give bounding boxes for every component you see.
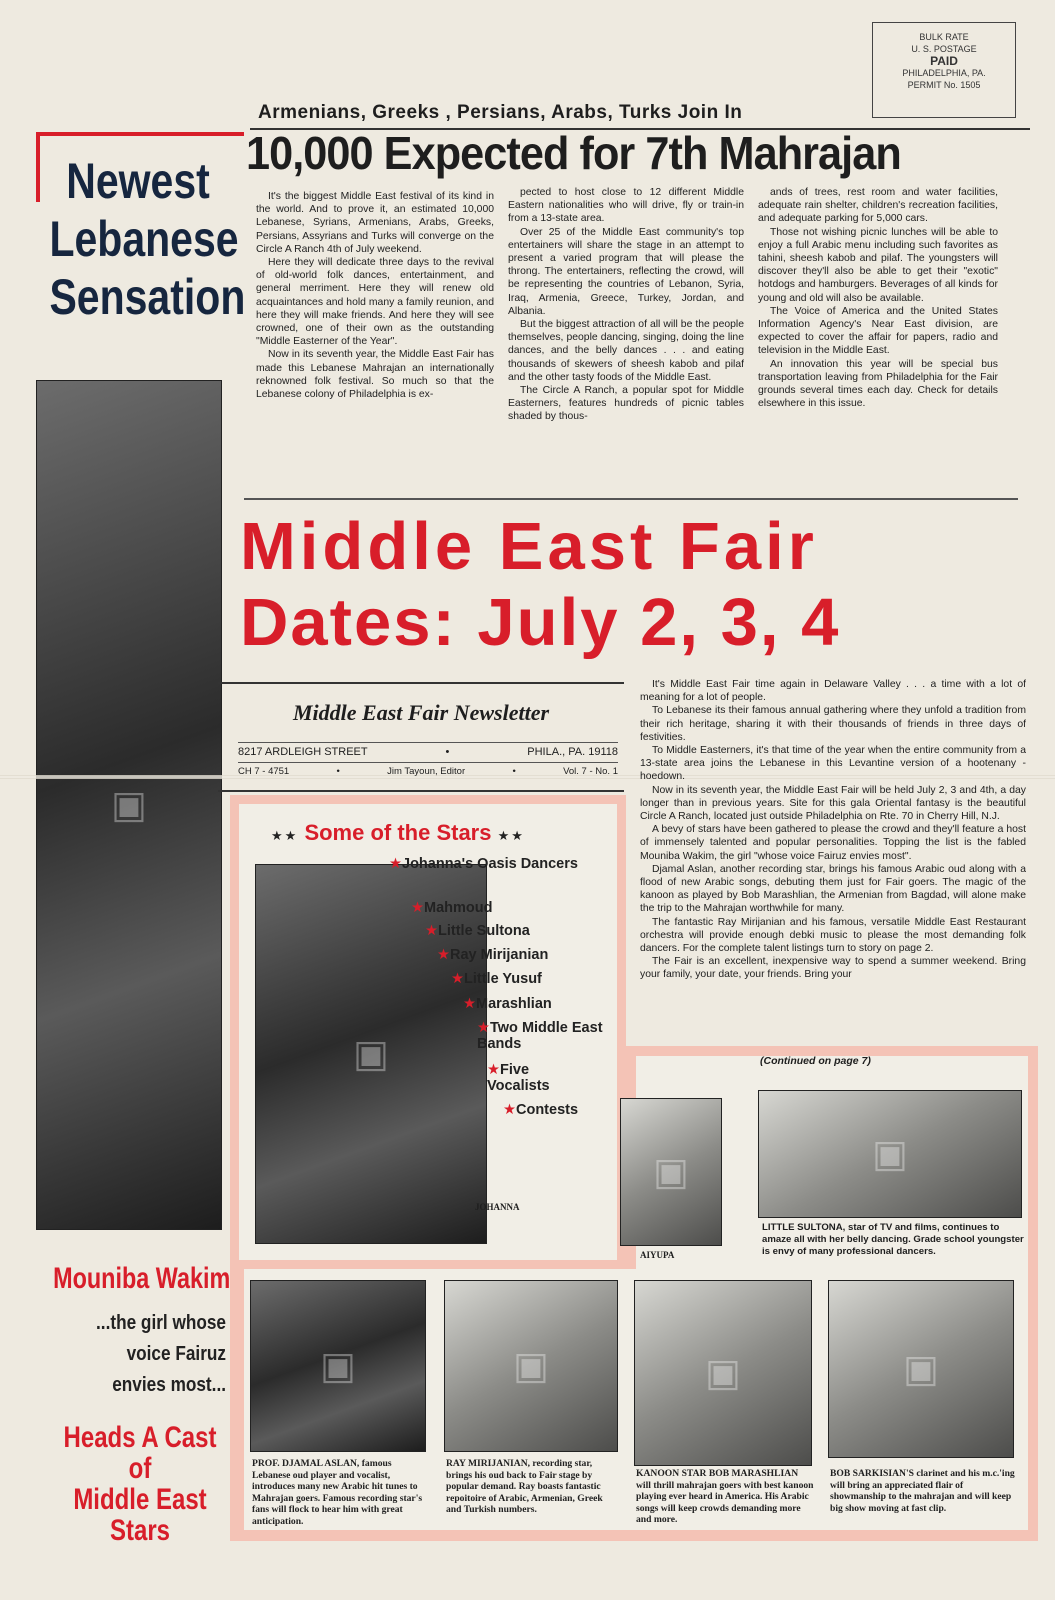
article-paragraph: It's Middle East Fair time again in Delaware Valley . . . a time with a lot of meaning for a lot of people.	[640, 679, 1026, 704]
star-list-label: Mahmoud	[424, 900, 493, 916]
sidebar-headline	[49, 152, 246, 326]
stars-title	[271, 820, 525, 846]
red-bracket-horizontal	[36, 132, 244, 136]
article-paragraph: Djamal Aslan, another recording star, brings his famous Arabic oud along with a flood of new Arabic songs, debuting them just for Fair goers. The magic of the kanoon as played by Bob Marashlian, the Armenian from Bagdad, will alone make the trip to the Mahrajan worthwhile for many.	[640, 863, 1026, 915]
stars-box	[230, 795, 626, 1269]
banner-line-2: Dates: July 2, 3, 4	[240, 585, 841, 660]
article-paragraph: A bevy of stars have been gathered to please the crowd and they'll feature a host of immensely talented and popular personalities. Topping the list is the fabled Mouniba Wakim, the girl "whose voice Fairuz envies most".	[640, 824, 1026, 862]
article-paragraph: Now in its seventh year, the Middle East Fair has made this Lebanese Mahrajan an internationally reknowned folk festival. So much so that the Lebanese colony of Philadelphia is ex-	[256, 349, 494, 401]
mouniba-wakim-name: Mouniba Wakim	[53, 1262, 231, 1295]
djamal-aslan-caption: PROF. DJAMAL ASLAN, famous Lebanese oud player and vocalist, introduces many new Arabic hit tunes to Mahrajan goers. Famous recording star's fans will flock to hear him with great anticipation.	[252, 1458, 423, 1527]
star-list-label: Little Yusuf	[464, 971, 542, 987]
star-icon: ★	[425, 923, 438, 939]
star-list-label: Little Sultona	[438, 923, 530, 939]
article-paragraph: Those not wishing picnic lunches will be able to enjoy a full Arabic menu including such favorites as tahini, sheesh kabob and pilaf. The youngsters will discover they'll also be able to get their "exotic" hotdogs and hamburgers. Beverages of all kinds for young and old will also be available.	[758, 226, 998, 304]
photo-icon: ▣	[653, 1151, 689, 1194]
bob-marashlian-photo	[634, 1280, 812, 1466]
pink-panel-bottom	[230, 1530, 1038, 1541]
star-list-label: Ray Mirijanian	[450, 947, 549, 963]
johanna-caption: JOHANNA	[475, 1202, 520, 1212]
star-icon: ★	[451, 971, 464, 987]
masthead-info	[238, 762, 618, 777]
article-paragraph: Now in its seventh year, the Middle East Fair will be held July 2, 3 and 4th, a day longer than in previous years. Site for this gala Oriental fantasy is the beautiful Circle A Ranch, located just outside Philadelphia on Rte. 70 in Cherry Hill, N.J.	[640, 784, 1026, 823]
aiyupa-caption: AIYUPA	[640, 1250, 675, 1260]
photo-icon: ▣	[111, 784, 147, 827]
newsletter-masthead	[218, 682, 624, 792]
stars-title-text: Some of the Stars	[304, 820, 492, 845]
permit-line: U. S. POSTAGE	[911, 44, 977, 54]
heads-line: of	[128, 1452, 152, 1485]
star-list-item	[389, 856, 589, 872]
photo-icon: ▣	[353, 1033, 389, 1076]
star-list-item	[425, 923, 530, 939]
stars-title-dots: ★★	[271, 828, 299, 843]
star-list-label: Two Middle East Bands	[477, 1020, 603, 1052]
article-paragraph: It's the biggest Middle East festival of its kind in the world. And to prove it, an estimated 10,000 Lebanese, Syrians, Armenians, Arabs, Greeks, Persians, Assyrians and Turks will converge on the Circle A Ranch 4th of July weekend.	[256, 191, 494, 255]
tagline-line: envies most...	[112, 1374, 226, 1396]
article-paragraph: Over 25 of the Middle East community's top entertainers will share the stage in an attempt to present a varied program that will please the throng. The entertainers, reflecting the crowd, will be representing the countries of Lebanon, Syria, Iraq, Armenia, Greece, Turkey, Jordan, and Albania.	[508, 226, 744, 317]
article-paragraph: Here they will dedicate three days to the revival of old-world folk dances, entertainment, and general merriment. Here they will renew old acquaintances and hold many a family reunion, and here they will make friends. And here they will see crowned, one of their own as the outstanding "Middle Easterner of the Year".	[256, 257, 494, 348]
section-divider	[244, 498, 1018, 500]
ray-mirijanian-caption: RAY MIRIJANIAN, recording star, brings his oud back to Fair stage by popular demand. Ray boasts fantastic repoitoire of Arabic, Armenian, Greek and Turkish numbers.	[446, 1458, 603, 1516]
article-paragraph: To Middle Easterners, it's that time of the year when the entire community from a 13-state area joins the Lebanese in this Levantine version of a hootenany - hoedown.	[640, 745, 1026, 783]
article-paragraph: The Voice of America and the United States Information Agency's Near East division, are expected to cover the affair for papers, radio and television in the Middle East.	[758, 305, 998, 357]
bob-marashlian-caption: KANOON STAR BOB MARASHLIAN will thrill mahrajan goers with best kanoon playing ever heard in America. His Arabic songs will keep crowds demanding more and more.	[636, 1468, 814, 1526]
permit-paid: PAID	[930, 54, 958, 68]
masthead-bullet: •	[445, 746, 450, 758]
article-paragraph: pected to host close to 12 different Middle Eastern nationalities who will drive, fly or train-in from a 13-state area.	[508, 187, 744, 225]
masthead-address	[238, 742, 618, 758]
star-list-label: Five Vocalists	[487, 1062, 550, 1094]
bob-sarkisian-photo	[828, 1280, 1014, 1458]
little-sultona-photo	[758, 1090, 1022, 1218]
fair-article	[640, 678, 1026, 1052]
article-paragraph: To Lebanese its their famous annual gathering where they unfold a tradition from their rich heritage, sharing it with their thousands of friends in three days of festivities.	[640, 705, 1026, 743]
masthead-editor: Jim Tayoun, Editor	[387, 766, 466, 777]
red-bracket-vertical	[36, 132, 40, 202]
star-list-item	[463, 996, 552, 1012]
photo-icon: ▣	[872, 1133, 908, 1176]
star-icon: ★	[411, 900, 424, 916]
article-paragraph: An innovation this year will be special bus transportation leaving from Philadelphia for the Fair grounds several times each day. Check for details elsewhere in this issue.	[758, 358, 998, 410]
article-paragraph: ands of trees, rest room and water facilities, adequate rain shelter, children's recreation facilities, and adequate parking for 5,000 cars.	[758, 187, 998, 225]
masthead-volume: Vol. 7 - No. 1	[563, 766, 618, 777]
article-paragraph: But the biggest attraction of all will be the people themselves, people dancing, singing, doing the line dances, and the belly dances . . . and eating thousands of skewers of sheesh kabob and pilaf and the other tasty foods of the Middle East.	[508, 319, 744, 383]
article-paragraph: The fantastic Ray Mirijanian and his famous, versatile Middle East Restaurant orchestra will provide enough debki music to please the most demanding folk dancers. For the complete talent listings turn to story on page 2.	[640, 916, 1026, 955]
star-list-label: Marashlian	[476, 996, 552, 1012]
heads-line: Stars	[109, 1514, 171, 1547]
star-list-label: Johanna's Oasis Dancers	[402, 856, 578, 872]
permit-line: PERMIT No. 1505	[907, 80, 981, 90]
stars-title-dots: ★★	[497, 828, 525, 843]
heads-a-cast-text	[60, 1422, 220, 1546]
heads-line: Middle East	[73, 1483, 207, 1516]
mouniba-tagline	[66, 1308, 226, 1401]
little-sultona-caption: LITTLE SULTONA, star of TV and films, continues to amaze all with her belly dancing. Grade school youngster is envy of many professional dancers.	[762, 1222, 1024, 1257]
sidebar-headline-line: Sensation	[49, 269, 246, 325]
photo-icon: ▣	[320, 1345, 356, 1388]
main-headline: 10,000 Expected for 7th Mahrajan	[246, 127, 901, 179]
photo-icon: ▣	[513, 1345, 549, 1388]
star-list-item	[477, 1020, 605, 1052]
masthead-bullet: •	[512, 766, 516, 777]
star-icon: ★	[389, 856, 402, 872]
tagline-line: ...the girl whose	[96, 1312, 226, 1334]
djamal-aslan-photo	[250, 1280, 426, 1452]
sidebar-headline-line: Newest	[66, 153, 210, 209]
bob-sarkisian-caption: BOB SARKISIAN'S clarinet and his m.c.'ing will bring an appreciated flair of showmanship to the mahrajan and will keep big show moving at fast clip.	[830, 1468, 1015, 1514]
star-icon: ★	[487, 1062, 500, 1078]
star-list-label: Contests	[516, 1102, 579, 1118]
star-icon: ★	[503, 1102, 516, 1118]
masthead-title: Middle East Fair Newsletter	[292, 700, 550, 725]
star-list-item	[487, 1062, 587, 1094]
star-list-item	[503, 1102, 578, 1118]
ray-mirijanian-photo	[444, 1280, 618, 1452]
article-column-1	[256, 190, 494, 486]
photo-icon: ▣	[705, 1352, 741, 1395]
star-list-item	[451, 971, 542, 987]
article-column-2	[508, 186, 744, 490]
permit-line: BULK RATE	[919, 32, 969, 42]
aiyupa-photo	[620, 1098, 722, 1246]
masthead-bullet: •	[336, 766, 340, 777]
article-paragraph: The Circle A Ranch, a popular spot for Middle Easterners, features hundreds of picnic tables shaded by thous-	[508, 385, 744, 423]
article-column-3	[758, 186, 998, 490]
permit-line: PHILADELPHIA, PA.	[902, 68, 986, 78]
postage-permit-box	[872, 22, 1016, 118]
masthead-city: PHILA., PA. 19118	[527, 746, 618, 758]
star-icon: ★	[477, 1020, 490, 1036]
sidebar-headline-line: Lebanese	[49, 211, 239, 267]
masthead-phone: CH 7 - 4751	[238, 766, 290, 777]
photo-icon: ▣	[903, 1348, 939, 1391]
star-list-item	[437, 947, 548, 963]
star-icon: ★	[437, 947, 450, 963]
star-list-item	[411, 900, 492, 916]
pink-panel-left	[230, 1269, 244, 1541]
banner-line-1: Middle East Fair	[240, 509, 818, 584]
continued-note: (Continued on page 7)	[760, 1055, 871, 1067]
johanna-dancers-photo	[255, 864, 487, 1244]
stars-box-inner	[239, 804, 617, 1260]
star-icon: ★	[463, 996, 476, 1012]
heads-line: Heads A Cast	[63, 1421, 217, 1454]
masthead-street: 8217 ARDLEIGH STREET	[238, 746, 368, 758]
mouniba-wakim-photo	[36, 380, 222, 1230]
headline-kicker: Armenians, Greeks , Persians, Arabs, Turks Join In	[258, 102, 743, 123]
tagline-line: voice Fairuz	[126, 1343, 226, 1365]
article-paragraph: The Fair is an excellent, inexpensive way to spend a summer weekend. Bring your family, your date, your friends. Bring your	[640, 956, 1026, 981]
